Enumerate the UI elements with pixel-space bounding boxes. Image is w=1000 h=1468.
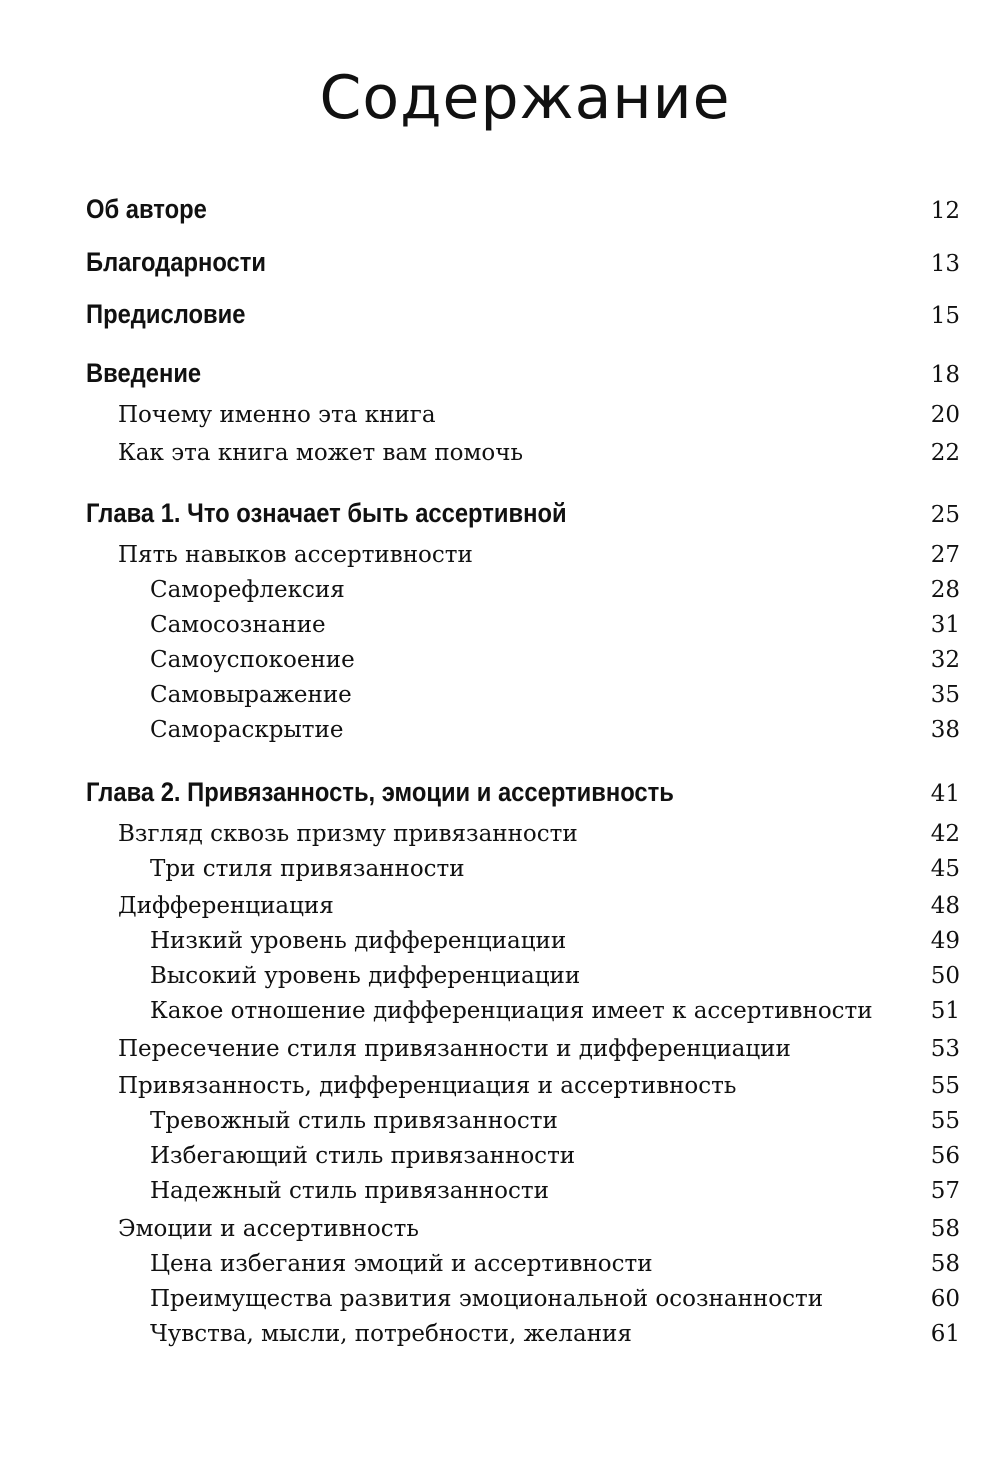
toc-sub-subsection (0, 608, 1000, 642)
toc-entry-label: Пять навыков ассертивности (118, 542, 473, 568)
toc-page-number: 57 (930, 1178, 960, 1204)
toc-entry-label: Самоуспокоение (150, 647, 355, 673)
toc-entry-acknowledgements (0, 245, 1000, 279)
toc-sub-subsection (0, 1104, 1000, 1138)
toc-entry-label: Эмоции и ассертивность (118, 1216, 419, 1242)
toc-entry-label: Самовыражение (150, 682, 352, 708)
toc-page-number: 42 (930, 821, 960, 847)
toc-sub-subsection (0, 924, 1000, 958)
toc-page-number: 18 (930, 362, 960, 388)
toc-entry-label: Цена избегания эмоций и ассертивности (150, 1251, 653, 1277)
toc-page-number: 60 (930, 1286, 960, 1312)
toc-subsection (0, 889, 1000, 923)
toc-subsection (0, 398, 1000, 432)
toc-page-number: 25 (930, 502, 960, 528)
toc-entry-label: Избегающий стиль привязанности (150, 1143, 576, 1169)
toc-page-number: 28 (930, 577, 960, 603)
toc-page-number: 56 (930, 1143, 960, 1169)
toc-entry-label: Три стиля привязанности (150, 856, 465, 882)
toc-subsection (0, 1032, 1000, 1066)
toc-entry-label: Привязанность, дифференциация и ассертивность (118, 1073, 737, 1099)
toc-entry-label: Предисловие (86, 299, 246, 329)
toc-entry-label: Почему именно эта книга (118, 402, 436, 428)
toc-subsection (0, 817, 1000, 851)
toc-page-number: 13 (930, 251, 960, 277)
toc-page-number: 55 (930, 1108, 960, 1134)
toc-sub-subsection (0, 994, 1000, 1028)
toc-page-number: 38 (930, 717, 960, 743)
toc-page-number: 51 (930, 998, 960, 1024)
toc-page-number: 61 (930, 1321, 960, 1347)
toc-entry-label: Надежный стиль привязанности (150, 1178, 549, 1204)
toc-chapter-1 (0, 496, 1000, 530)
toc-subsection (0, 538, 1000, 572)
toc-page-number: 15 (930, 303, 960, 329)
toc-page-number: 55 (930, 1073, 960, 1099)
toc-entry-label: Самосознание (150, 612, 326, 638)
toc-page-number: 32 (930, 647, 960, 673)
toc-entry-label: Как эта книга может вам помочь (118, 440, 523, 466)
toc-sub-subsection (0, 1139, 1000, 1173)
toc-entry-label: Низкий уровень дифференциации (150, 928, 567, 954)
toc-sub-subsection (0, 713, 1000, 747)
toc-sub-subsection (0, 1317, 1000, 1351)
toc-entry-label: Высокий уровень дифференциации (150, 963, 581, 989)
toc-entry-preface (0, 297, 1000, 331)
toc-page-number: 27 (930, 542, 960, 568)
toc-entry-label: Какое отношение дифференциация имеет к ассертивности (150, 998, 873, 1024)
toc-entry-label: Пересечение стиля привязанности и дифференциации (118, 1036, 791, 1062)
toc-entry-introduction (0, 356, 1000, 390)
toc-entry-about-author (0, 192, 1000, 226)
toc-page-number: 45 (930, 856, 960, 882)
toc-page-number: 41 (930, 781, 960, 807)
page-title: Содержание (319, 63, 731, 133)
toc-entry-label: Дифференциация (118, 893, 334, 919)
toc-sub-subsection (0, 959, 1000, 993)
toc-page-number: 49 (930, 928, 960, 954)
toc-page-number: 53 (930, 1036, 960, 1062)
toc-subsection (0, 1069, 1000, 1103)
toc-entry-label: Глава 1. Что означает быть ассертивной (86, 498, 567, 528)
toc-entry-label: Об авторе (86, 194, 207, 224)
toc-subsection (0, 436, 1000, 470)
toc-sub-subsection (0, 1282, 1000, 1316)
toc-subsection (0, 1212, 1000, 1246)
toc-page-number: 12 (930, 198, 960, 224)
toc-entry-label: Введение (86, 358, 202, 388)
toc-entry-label: Преимущества развития эмоциональной осознанности (150, 1286, 824, 1312)
toc-sub-subsection (0, 643, 1000, 677)
toc-entry-label: Тревожный стиль привязанности (150, 1108, 558, 1134)
toc-page-number: 48 (930, 893, 960, 919)
toc-page-number: 35 (930, 682, 960, 708)
toc-chapter-2 (0, 775, 1000, 809)
toc-page-number: 58 (930, 1251, 960, 1277)
toc-entry-label: Самораскрытие (150, 717, 344, 743)
toc-entry-label: Благодарности (86, 247, 266, 277)
toc-sub-subsection (0, 573, 1000, 607)
toc-sub-subsection (0, 678, 1000, 712)
toc-sub-subsection (0, 1174, 1000, 1208)
toc-page-number: 20 (930, 402, 960, 428)
toc-sub-subsection (0, 852, 1000, 886)
toc-entry-label: Саморефлексия (150, 577, 345, 603)
toc-entry-label: Взгляд сквозь призму привязанности (118, 821, 578, 847)
toc-page-number: 50 (930, 963, 960, 989)
toc-entry-label: Чувства, мысли, потребности, желания (150, 1321, 632, 1347)
toc-page-number: 31 (930, 612, 960, 638)
toc-page-number: 58 (930, 1216, 960, 1242)
toc-entry-label: Глава 2. Привязанность, эмоции и ассертивность (86, 777, 674, 807)
toc-page-number: 22 (930, 440, 960, 466)
toc-sub-subsection (0, 1247, 1000, 1281)
